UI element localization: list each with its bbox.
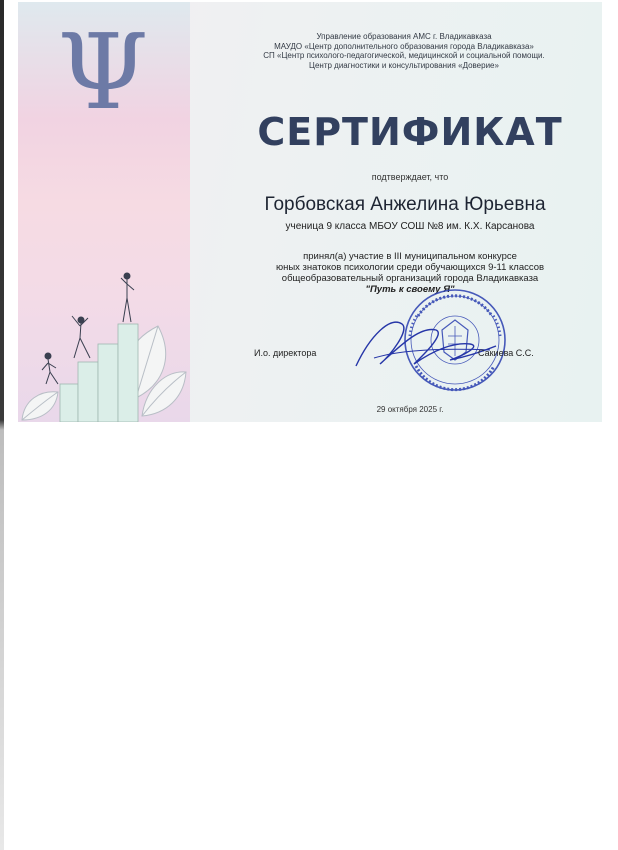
desc-line: принял(а) участие в III муниципальном конкурсе — [303, 251, 517, 262]
confirms-text: подтверждает, что — [371, 172, 449, 182]
org-line: Центр диагностики и консультирования «Доверие» — [309, 60, 499, 70]
director-label: И.о. директора — [254, 348, 317, 358]
issue-date: 29 октября 2025 г. — [376, 405, 444, 414]
signature-icon — [350, 306, 500, 374]
stairs-people-illustration — [18, 260, 190, 422]
svg-text:Ψ: Ψ — [57, 16, 149, 124]
org-line: Управление образования АМС г. Владикавказа — [316, 32, 492, 41]
desc-line: юных знатоков психологии среди обучающихся 9-11 классов — [275, 262, 545, 273]
org-line: СП «Центр психолого-педагогической, медицинской и социальной помощи. — [263, 51, 545, 61]
scan-edge — [0, 0, 4, 850]
decorative-left-panel — [18, 2, 190, 422]
student-info: ученица 9 класса МБОУ СОШ №8 им. К.Х. Карсанова — [285, 221, 535, 232]
recipient-name: Горбовская Анжелина Юрьевна — [264, 194, 546, 215]
certificate-title: СЕРТИФИКАТ — [257, 110, 563, 154]
contest-name: "Путь к своему Я" — [365, 284, 455, 295]
psi-logo-icon — [48, 16, 158, 124]
director-name: Сакиева С.С. — [478, 348, 534, 358]
certificate — [18, 2, 602, 422]
desc-line: общеобразовательный организаций города Владикавказа — [281, 273, 539, 284]
organization-header — [226, 32, 582, 70]
org-line: МАУДО «Центр дополнительного образования города Владикавказа» — [274, 41, 534, 51]
